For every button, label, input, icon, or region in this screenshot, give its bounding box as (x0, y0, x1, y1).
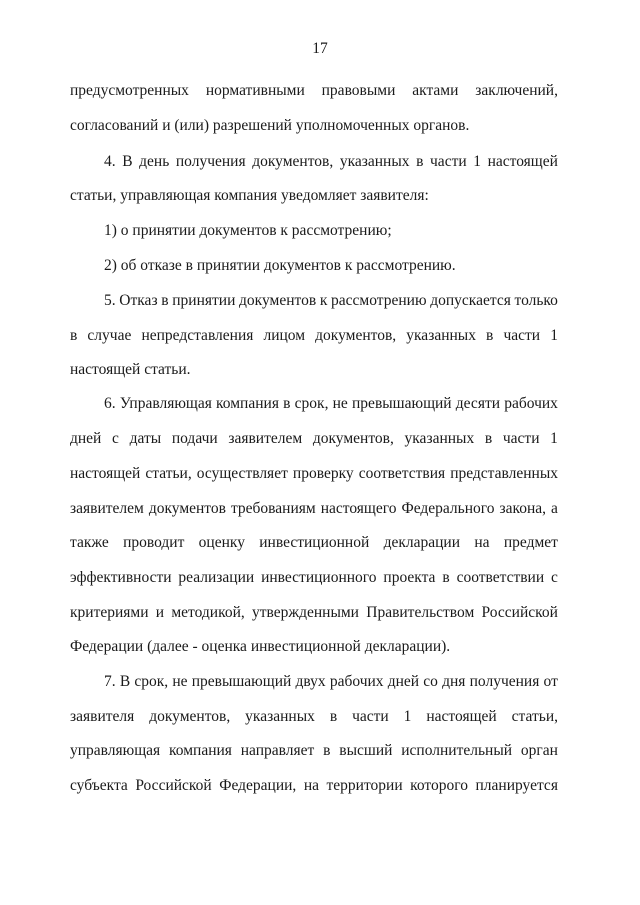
word: превышающий (352, 395, 452, 412)
word: осуществляет (196, 465, 288, 482)
word: актами (412, 82, 459, 99)
word: требованиям (230, 500, 316, 517)
word: 1 (473, 153, 481, 170)
word: со (423, 673, 438, 690)
word: Федерального (401, 500, 495, 517)
word: соответствии (456, 569, 545, 586)
text-line (70, 741, 558, 761)
word: документов, (312, 430, 394, 447)
word: проекта (383, 569, 436, 586)
word: управляющая (70, 742, 161, 759)
word: указанных (339, 153, 410, 170)
word: от (543, 673, 558, 690)
word: части (503, 327, 541, 344)
text-line (70, 464, 558, 484)
word: реализации (178, 569, 255, 586)
word: на (474, 534, 490, 551)
word: не (332, 395, 348, 412)
word: орган (520, 742, 558, 759)
word: территории (326, 777, 403, 794)
word: Российской (135, 777, 212, 794)
text-line (70, 568, 558, 588)
text-line (70, 776, 558, 796)
word: и (155, 604, 165, 621)
text-line (104, 152, 558, 172)
word: к (319, 292, 328, 309)
word: дней (387, 673, 420, 690)
word: 4. (104, 153, 116, 170)
word: рабочих (329, 673, 384, 690)
word: указанных (404, 430, 475, 447)
word: лицом (263, 327, 306, 344)
word: проводит (123, 534, 185, 551)
word: документов (148, 500, 226, 517)
word: настоящей (70, 465, 141, 482)
word: в (70, 327, 78, 344)
word: нормативными (205, 82, 305, 99)
word: получения (469, 673, 540, 690)
word: допускается (430, 292, 511, 309)
word: В (122, 153, 133, 170)
text-line (70, 326, 558, 346)
text-line: Федерации (далее - оценка инвестиционной декларации). (70, 638, 451, 655)
word: исполнительный (401, 742, 513, 759)
text-line (70, 429, 558, 449)
word: подачи (171, 430, 218, 447)
text-line (70, 533, 558, 553)
word: не (172, 673, 188, 690)
word: с (551, 569, 558, 586)
text-line (70, 81, 558, 101)
word: в (323, 742, 331, 759)
word: день (139, 153, 170, 170)
word: Федерации, (219, 777, 297, 794)
word: инвестиционного (261, 569, 377, 586)
word: двух (295, 673, 326, 690)
word: Управляющая (119, 395, 212, 412)
word: эффективности (70, 569, 172, 586)
word: указанных (406, 327, 476, 344)
word: оценку (198, 534, 245, 551)
word: которого (410, 777, 468, 794)
word: документов (239, 292, 317, 309)
word: заявителем (228, 430, 303, 447)
word: части (502, 430, 540, 447)
word: принятии (172, 292, 236, 309)
text-line: 2) об отказе в принятии документов к рассмотрению. (104, 257, 456, 274)
word: с (112, 430, 119, 447)
word: в (416, 153, 424, 170)
word: непредставления (141, 327, 254, 344)
word: методикой, (171, 604, 245, 621)
word: закона, (499, 500, 547, 517)
word: на (303, 777, 319, 794)
text-line (70, 499, 558, 519)
word: даты (129, 430, 162, 447)
word: настоящей (426, 708, 497, 725)
word: субъекта (70, 777, 128, 794)
text-line: 1) о принятии документов к рассмотрению; (104, 222, 392, 239)
word: в (283, 395, 291, 412)
word: 5. (104, 292, 116, 309)
word: в (161, 292, 169, 309)
word: В (119, 673, 131, 690)
word: 1 (550, 430, 558, 447)
word: также (70, 534, 109, 551)
word: документов, (252, 153, 334, 170)
word: правовыми (321, 82, 396, 99)
word: дней (70, 430, 102, 447)
word: статьи, (145, 465, 192, 482)
text-line (70, 603, 558, 623)
text-line: настоящей статьи. (70, 361, 191, 378)
word: Российской (481, 604, 558, 621)
word: в (329, 708, 338, 725)
word: инвестиционной (259, 534, 370, 551)
word: в (486, 327, 494, 344)
word: представленных (450, 465, 558, 482)
text-line (104, 672, 558, 692)
word: предмет (503, 534, 558, 551)
word: проверку (292, 465, 354, 482)
word: компания (216, 395, 279, 412)
word: срок, (294, 395, 329, 412)
word: рабочих (504, 395, 558, 412)
word: части (430, 153, 467, 170)
word: предусмотренных (70, 82, 189, 99)
word: компания (169, 742, 232, 759)
text-line (104, 291, 558, 311)
word: статьи, (511, 708, 558, 725)
word: 6. (104, 395, 116, 412)
word: 1 (550, 327, 558, 344)
word: 7. (104, 673, 116, 690)
word: дня (442, 673, 466, 690)
word: рассмотрению (331, 292, 427, 309)
word: указанных (245, 708, 315, 725)
word: планируется (475, 777, 558, 794)
word: декларации (383, 534, 461, 551)
word: документов, (315, 327, 397, 344)
word: срок, (134, 673, 169, 690)
word: Отказ (119, 292, 158, 309)
word: высший (339, 742, 393, 759)
word: только (514, 292, 558, 309)
text-line: согласований и (или) разрешений уполномоченных органов. (70, 117, 470, 134)
text-line (104, 394, 558, 414)
page-number: 17 (312, 40, 328, 57)
word: заявителем (70, 500, 144, 517)
word: превышающий (191, 673, 292, 690)
word: десяти (455, 395, 501, 412)
word: в (484, 430, 493, 447)
word: направляет (240, 742, 315, 759)
word: документов, (149, 708, 231, 725)
word: 1 (403, 708, 412, 725)
word: части (352, 708, 389, 725)
word: настоящей (487, 153, 558, 170)
text-line: статьи, управляющая компания уведомляет заявителя: (70, 187, 429, 204)
word: настоящего (320, 500, 397, 517)
word: критериями (70, 604, 149, 621)
word: заявителя (70, 708, 135, 725)
word: получения (175, 153, 246, 170)
word: случае (87, 327, 132, 344)
word: а (551, 500, 558, 517)
word: утвержденными (252, 604, 359, 621)
word: в (442, 569, 450, 586)
word: заключений, (475, 82, 558, 99)
word: Правительством (366, 604, 475, 621)
word: соответствия (358, 465, 446, 482)
text-line (70, 707, 558, 727)
